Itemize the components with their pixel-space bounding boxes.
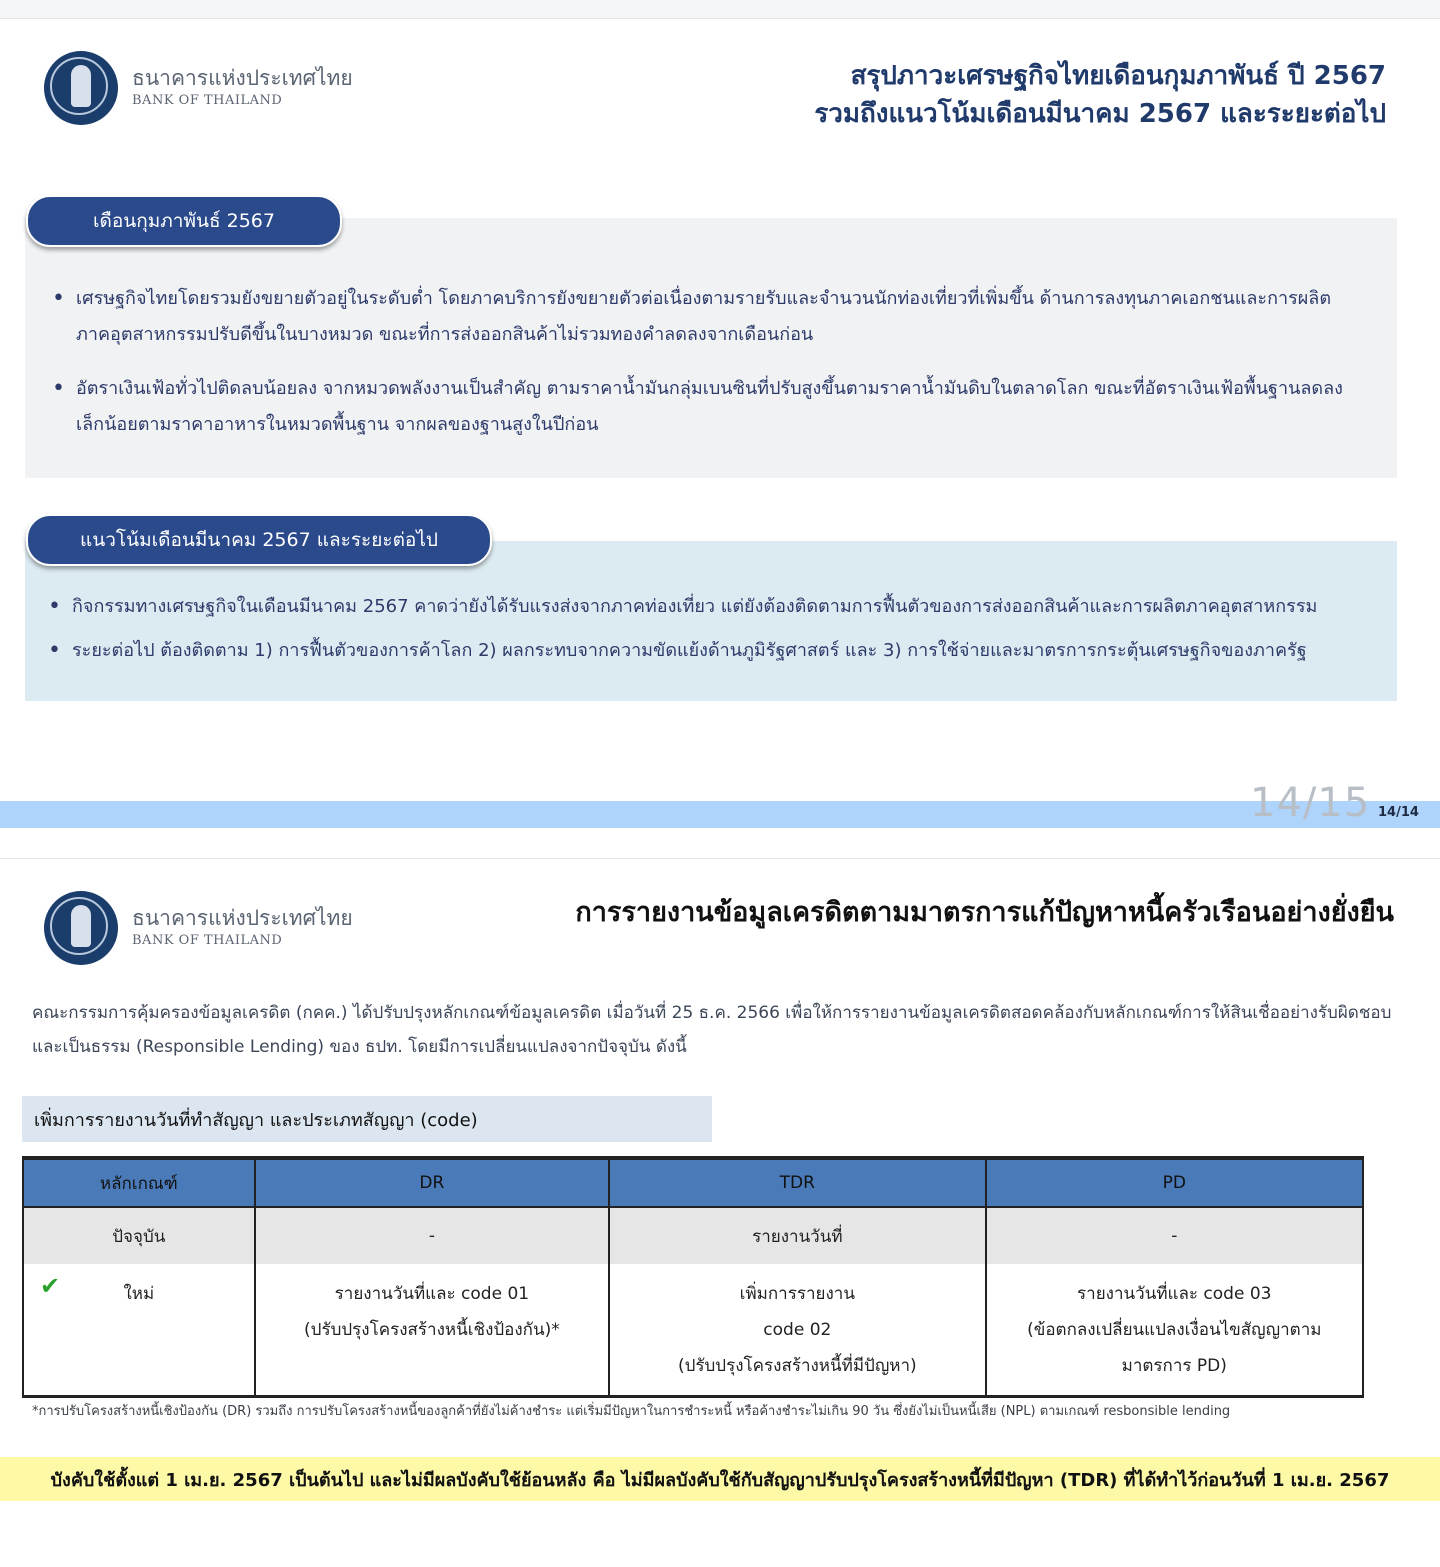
- cell-line: รายงานวันที่และ code 03: [1077, 1284, 1272, 1304]
- cell-new-label-wrap: [23, 1264, 255, 1397]
- section-label-feb: เดือนกุมภาพันธ์ 2567: [26, 195, 342, 247]
- cell-new-dr: [255, 1264, 609, 1397]
- bot-seal-icon: [44, 891, 118, 965]
- outlook-bullet-list: [48, 589, 1388, 677]
- logo-english-name: BANK OF THAILAND: [132, 933, 283, 949]
- list-item: • กิจกรรมทางเศรษฐกิจในเดือนมีนาคม 2567 คาดว่ายังได้รับแรงส่งจากภาคท่องเที่ยว แต่ยังต้องติดตามการฟื้นตัวของการส่งออกสินค้าและการผลิตภาคอุตสาหกรรม: [48, 589, 1388, 625]
- effective-date-banner: บังคับใช้ตั้งแต่ 1 เม.ย. 2567 เป็นต้นไป และไม่มีผลบังคับใช้ย้อนหลัง คือ ไม่มีผลบังคับใช้กับสัญญาปรับปรุงโครงสร้างหนี้ที่มีปัญหา (TDR) ที่ได้ทำไว้ก่อนวันที่ 1 เม.ย. 2567: [0, 1457, 1440, 1501]
- slide-title: [814, 57, 1386, 133]
- title-line-1: สรุปภาวะเศรษฐกิจไทยเดือนกุมภาพันธ์ ปี 2567: [850, 61, 1386, 91]
- cell-line: มาตรการ PD): [1121, 1356, 1227, 1376]
- page-divider: [0, 801, 1440, 828]
- cell-line: (ปรับปรุงโครงสร้างหนี้เชิงป้องกัน)*: [304, 1320, 560, 1340]
- cell-line: (ปรับปรุงโครงสร้างหนี้ที่มีปัญหา): [677, 1356, 917, 1376]
- cell-current-label: ปัจจุบัน: [23, 1207, 255, 1264]
- footnote: *การปรับโครงสร้างหนี้เชิงป้องกัน (DR) รวมถึง การปรับโครงสร้างหนี้ของลูกค้าที่ยังไม่ค้างชำระ แต่เริ่มมีปัญหาในการชำระหนี้ หรือค้างชำระไม่เกิน 90 วัน ซึ่งยังไม่เป็นหนี้เสีย (NPL) ตามเกณฑ์ resbonsible lending: [32, 1404, 1231, 1419]
- slide-14: [0, 19, 1440, 801]
- list-item: • อัตราเงินเฟ้อทั่วไปติดลบน้อยลง จากหมวดพลังงานเป็นสำคัญ ตามราคาน้ำมันกลุ่มเบนซินที่ปรับสูงขึ้นตามราคาน้ำมันดิบในตลาดโลก ขณะที่อัตราเงินเฟ้อพื้นฐานลดลงเล็กน้อยตามราคาอาหารในหมวดพื้นฐาน จากผลของฐานสูงในปีก่อน: [52, 371, 1352, 443]
- table-header-row: [23, 1158, 1363, 1207]
- logo-thai-name: ธนาคารแห่งประเทศไทย: [132, 66, 353, 91]
- title-line-2: รวมถึงแนวโน้มเดือนมีนาคม 2567 และระยะต่อไป: [814, 99, 1386, 129]
- checkmark-icon: ✔: [40, 1272, 61, 1300]
- section-label-outlook: แนวโน้มเดือนมีนาคม 2567 และระยะต่อไป: [26, 514, 492, 566]
- cell-new-tdr: [609, 1264, 985, 1397]
- criteria-table: [22, 1156, 1364, 1398]
- top-strip: [0, 0, 1440, 19]
- bot-logo: [44, 51, 353, 125]
- cell-current-pd: -: [986, 1207, 1363, 1264]
- cell-line: code 02: [763, 1320, 832, 1340]
- logo-thai-name: ธนาคารแห่งประเทศไทย: [132, 906, 353, 931]
- cell-current-tdr: รายงานวันที่: [609, 1207, 985, 1264]
- cell-line: เพิ่มการรายงาน: [739, 1284, 855, 1304]
- list-item: • ระยะต่อไป ต้องติดตาม 1) การฟื้นตัวของการค้าโลก 2) ผลกระทบจากความขัดแย้งด้านภูมิรัฐศาสตร์ และ 3) การใช้จ่ายและมาตรการกระตุ้นเศรษฐกิจของภาครัฐ: [48, 633, 1388, 669]
- feb-bullet-list: [52, 281, 1352, 461]
- slide-title: การรายงานข้อมูลเครดิตตามมาตรการแก้ปัญหาหนี้ครัวเรือนอย่างยั่งยืน: [575, 897, 1394, 928]
- intro-paragraph: คณะกรรมการคุ้มครองข้อมูลเครดิต (กคค.) ได้ปรับปรุงหลักเกณฑ์ข้อมูลเครดิต เมื่อวันที่ 25 ธ.ค. 2566 เพื่อให้การรายงานข้อมูลเครดิตสอดคล้องกับหลักเกณฑ์การให้สินเชื่ออย่างรับผิดชอบและเป็นธรรม (Responsible Lending) ของ ธปท. โดยมีการเปลี่ยนแปลงจากปัจจุบัน ดังนี้: [32, 1003, 1392, 1057]
- header-pd: PD: [986, 1158, 1363, 1207]
- bot-logo: [44, 891, 353, 965]
- table-row-current: [23, 1207, 1363, 1264]
- list-item: • เศรษฐกิจไทยโดยรวมยังขยายตัวอยู่ในระดับต่ำ โดยภาคบริการยังขยายตัวต่อเนื่องตามรายรับและจำนวนนักท่องเที่ยวที่เพิ่มขึ้น ด้านการลงทุนภาคเอกชนและการผลิตภาคอุตสาหกรรมปรับดีขึ้นในบางหมวด ขณะที่การส่งออกสินค้าไม่รวมทองคำลดลงจากเดือนก่อน: [52, 281, 1352, 353]
- table-subheading: เพิ่มการรายงานวันที่ทำสัญญา และประเภทสัญญา (code): [22, 1096, 712, 1142]
- logo-english-name: BANK OF THAILAND: [132, 93, 283, 109]
- cell-line: รายงานวันที่และ code 01: [334, 1284, 530, 1304]
- cell-current-dr: -: [255, 1207, 609, 1264]
- page-indicator: 14/15: [1250, 780, 1371, 826]
- header-tdr: TDR: [609, 1158, 985, 1207]
- header-criteria: หลักเกณฑ์: [23, 1158, 255, 1207]
- cell-new-label: ใหม่: [123, 1284, 155, 1304]
- cell-line: (ข้อตกลงเปลี่ยนแปลงเงื่อนไขสัญญาตาม: [1027, 1320, 1322, 1340]
- table-row-new: [23, 1264, 1363, 1397]
- cell-new-pd: [986, 1264, 1363, 1397]
- bot-seal-icon: [44, 51, 118, 125]
- page-counter: 14/14: [1378, 805, 1419, 820]
- header-dr: DR: [255, 1158, 609, 1207]
